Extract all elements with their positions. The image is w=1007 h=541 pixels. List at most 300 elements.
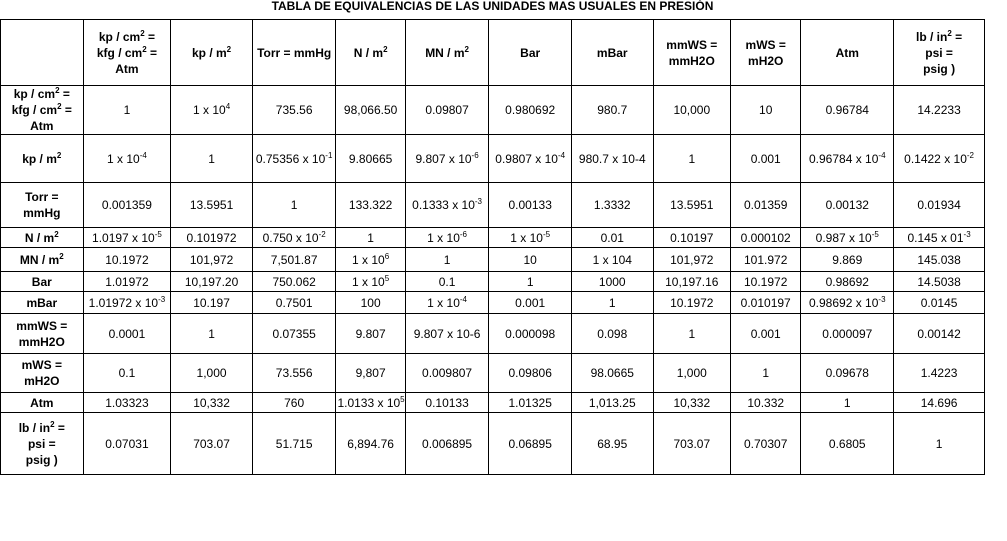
table-cell [571,393,653,413]
exponent: 4 [225,102,231,111]
table-cell [83,228,171,248]
row-header [1,354,84,393]
text-part: 0.001 [750,151,781,166]
text-part: 703.07 [193,436,230,451]
table-cell [801,413,894,475]
text-part: 980.7 [597,103,628,117]
cell-line [2,395,82,411]
text-part: 1 [208,326,215,341]
table-cell [171,272,253,292]
table-cell [405,272,489,292]
text-part: 0.07355 [272,326,316,341]
text-part: 51.715 [275,436,313,451]
text-part: kfg / cm [11,103,58,117]
text-part: 9.80665 [348,151,393,166]
table-cell [252,413,336,475]
text-part: 0.75356 x 10 [255,151,326,166]
text-part: 10 [523,252,537,267]
table-row [1,413,985,475]
text-part: 0.01934 [917,198,961,212]
cell-line [2,373,82,389]
text-part: 0.10133 [425,395,469,410]
text-part: 0.6805 [828,436,866,451]
table-row [1,86,985,135]
row-header [1,393,84,413]
text-part: N / m [353,45,384,60]
cell-line [2,189,82,205]
table-cell [336,354,405,393]
text-part: 1 x 10 [352,252,385,267]
text-part: 10,000 [673,103,711,117]
table-row [1,354,985,393]
text-part: 0.07031 [105,436,149,451]
text-part: 13.5951 [189,198,234,212]
text-part: 101.972 [744,252,788,267]
text-part: 1 x 10 [427,230,460,245]
text-part: 1 [290,198,298,212]
text-part: 0.0145 [920,295,958,310]
text-part: 9.869 [832,252,863,267]
exponent: -4 [139,150,147,160]
table-cell [489,314,572,354]
cell-line [655,53,729,69]
cell-line [172,45,251,61]
text-part: 10 [759,103,773,117]
text-part: 1.01972 [105,274,149,289]
table-cell [171,393,253,413]
table-cell [731,314,801,354]
table-cell [489,393,572,413]
exponent: 2 [54,229,59,239]
table-cell [801,292,894,314]
table-cell [336,228,405,248]
text-part: 1,000 [676,366,707,380]
text-part: 0.000102 [740,230,791,245]
text-part: 0.145 x 01 [907,230,964,245]
text-part: mmWS = [666,37,718,52]
cell-line [85,29,170,45]
exponent: 2 [464,44,469,54]
text-part: 98.0665 [590,366,634,380]
table-cell [653,248,730,272]
text-part: N / m [24,230,55,245]
table-cell [252,135,336,183]
cell-line [655,37,729,53]
table-cell [83,314,171,354]
table-cell [731,228,801,248]
table-cell [171,86,253,135]
table-cell [83,248,171,272]
row-header [1,272,84,292]
column-header [731,20,801,86]
table-cell [83,393,171,413]
text-suffix: = [144,29,156,44]
table-cell [405,292,489,314]
text-part: 1 [688,151,696,166]
text-part: 0.10197 [670,230,714,245]
table-row [1,393,985,413]
table-cell [336,86,405,135]
table-row [1,135,985,183]
table-cell [252,183,336,228]
row-header [1,86,84,135]
exponent: -5 [871,229,879,239]
table-cell [489,183,572,228]
table-row [1,292,985,314]
table-cell [336,272,405,292]
table-cell [653,393,730,413]
exponent: 2 [383,44,388,54]
column-header [252,20,336,86]
table-cell [336,314,405,354]
cell-line [85,61,170,77]
exponent: -2 [318,229,326,239]
cell-line [407,45,488,61]
table-cell [405,135,489,183]
text-part: 0.1333 x 10 [412,198,475,212]
table-cell [489,272,572,292]
text-part: 1 [762,366,770,380]
table-cell [731,86,801,135]
text-part: 0.750 x 10 [262,230,319,245]
table-cell [731,354,801,393]
text-part: 6,894.76 [347,436,394,451]
exponent: 5 [400,394,405,404]
table-cell [571,228,653,248]
exponent: 2 [140,28,145,38]
table-cell [489,292,572,314]
text-part: 14.2233 [917,103,961,117]
exponent: -4 [557,150,566,160]
text-part: 0.0001 [108,326,146,341]
text-part: 10.1972 [105,252,149,267]
text-part: 1.01325 [508,395,552,410]
text-part: Atm [835,45,859,60]
table-cell [405,413,489,475]
text-part: 0.010197 [740,295,791,310]
text-part: 14.696 [920,395,958,410]
exponent: 2 [57,102,62,111]
exponent: 2 [50,419,55,429]
exponent: -6 [471,150,479,160]
table-cell [801,272,894,292]
text-part: 9,807 [355,366,386,380]
text-part: kp / m [22,151,57,166]
text-part: 1 [123,103,131,117]
table-cell [171,135,253,183]
table-cell [405,183,489,228]
cell-line [895,45,983,61]
table-cell [894,248,985,272]
table-cell [252,272,336,292]
column-header [83,20,171,86]
text-part: 0.96784 [825,103,869,117]
text-part: mmHg [23,206,61,220]
cell-line [2,205,82,221]
table-cell [894,292,985,314]
table-cell [894,86,985,135]
text-part: psig ) [25,452,58,467]
text-part: 100 [360,295,381,310]
text-part: 1.0133 x 10 [337,395,401,410]
table-cell [731,272,801,292]
table-row [1,248,985,272]
table-cell [252,248,336,272]
table-cell [252,86,336,135]
cell-line [2,118,82,134]
table-cell [252,314,336,354]
exponent: 2 [226,44,232,54]
text-part: lb / in [916,29,948,44]
row-header [1,183,84,228]
text-part: 0.06895 [508,436,552,451]
table-cell [653,135,730,183]
text-part: 1 x 10 [107,151,140,166]
text-part: Atm [30,395,54,410]
table-cell [83,86,171,135]
text-part: 1.4223 [920,366,958,380]
cell-line [85,45,170,61]
row-header [1,248,84,272]
table-cell [405,354,489,393]
text-part: 0.01359 [744,198,788,212]
cell-line [2,357,82,373]
table-cell [731,135,801,183]
table-cell [653,86,730,135]
text-part: mBar [26,295,58,310]
cell-line [732,53,799,69]
table-cell [571,413,653,475]
text-part: psig ) [923,61,956,76]
text-part: Atm [30,119,54,133]
column-header [571,20,653,86]
table-cell [336,135,405,183]
table-cell [571,292,653,314]
table-cell [489,86,572,135]
cell-line [254,45,335,61]
text-part: 0.001 [515,295,546,310]
table-cell [252,228,336,248]
table-cell [894,413,985,475]
text-part: 0.9807 x 10 [495,151,558,166]
cell-line [2,102,82,118]
text-part: 73.556 [275,366,313,380]
text-part: 9.807 x 10-6 [413,326,481,341]
table-body [1,20,985,475]
text-part: 10,197.16 [665,274,719,289]
table-cell [171,228,253,248]
text-part: 1 [367,230,374,245]
table-cell [894,354,985,393]
table-cell [571,86,653,135]
table-cell [801,228,894,248]
text-suffix: = [951,29,963,44]
table-cell [252,393,336,413]
table-cell [801,86,894,135]
table-cell [801,183,894,228]
table-cell [653,413,730,475]
text-part: 1.0197 x 10 [92,230,155,245]
table-title: TABLA DE EQUIVALENCIAS DE LAS UNIDADES MAS USUALES EN PRESIÓN [271,0,714,13]
table-cell [171,248,253,272]
text-part: 0.001 [750,326,781,341]
table-cell [894,135,985,183]
table-row [1,228,985,248]
text-part: 14.5038 [917,274,961,289]
text-part: kp / m [191,45,227,60]
text-part: 1 [843,395,851,410]
cell-line [573,45,652,61]
text-part: 0.980692 [505,103,556,117]
table-cell [252,292,336,314]
text-part: kp / cm [98,29,141,44]
table-cell [653,292,730,314]
text-part: Torr = [25,190,59,204]
text-part: mWS = [21,358,62,372]
table-row [1,183,985,228]
text-part: 0.09678 [825,366,869,380]
exponent: -5 [154,229,162,239]
exponent: -3 [158,294,166,304]
exponent: -4 [459,294,467,304]
table-cell [489,228,572,248]
cell-line [2,420,82,436]
text-part: kp / cm [13,87,56,101]
text-part: psi = [27,436,56,451]
row-header [1,292,84,314]
column-header [489,20,572,86]
table-cell [653,183,730,228]
header-row [1,20,985,86]
cell-line [337,45,403,61]
text-part: 0.00133 [508,198,552,212]
text-part: 1 [443,252,451,267]
text-part: 0.09807 [425,103,469,117]
text-part: 0.1 [118,366,136,380]
text-part: 0.09806 [508,366,552,380]
text-part: 760 [284,395,305,410]
table-cell [405,393,489,413]
table-cell [653,272,730,292]
text-suffix: = [59,87,70,101]
table-cell [336,248,405,272]
text-part: 0.098 [597,326,628,341]
table-cell [801,354,894,393]
table-cell [252,354,336,393]
text-part: 1 [526,274,534,289]
text-part: 0.96784 x 10 [809,151,879,166]
text-part: 1.3332 [593,198,631,212]
table-cell [405,228,489,248]
table-row [1,314,985,354]
table-cell [83,354,171,393]
table-cell [489,413,572,475]
cell-line [2,230,82,246]
text-part: 0.1 [438,274,456,289]
text-part: 98,066.50 [343,103,398,117]
text-part: 10.1972 [670,295,714,310]
table-cell [83,292,171,314]
text-part: 1,000 [196,366,227,380]
table-cell [83,183,171,228]
text-part: 68.95 [597,436,628,451]
exponent: -1 [325,150,333,160]
table-cell [489,135,572,183]
text-suffix: = [54,420,65,435]
cell-line [2,252,82,268]
row-header [1,135,84,183]
cell-line [2,86,82,102]
table-cell [336,393,405,413]
text-part: 0.00132 [825,198,869,212]
text-part: MN / m [19,252,60,267]
text-part: 980.7 x 10-4 [578,151,646,166]
text-part: 10,197.20 [184,274,239,289]
text-part: Bar [520,45,541,60]
table-cell [489,248,572,272]
table-cell [171,354,253,393]
table-cell [571,135,653,183]
text-part: 10,332 [193,395,230,410]
cell-line [2,295,82,311]
cell-line [2,318,82,334]
exponent: -3 [878,294,886,304]
exponent: 2 [142,44,147,54]
text-part: 10.332 [747,395,785,410]
text-part: 0.101972 [186,230,237,245]
table-cell [653,314,730,354]
table-cell [171,413,253,475]
cell-line [2,151,82,167]
text-part: 9.807 [355,326,386,341]
table-cell [894,393,985,413]
cell-line [895,61,983,77]
table-cell [336,183,405,228]
text-part: mH2O [748,53,784,68]
text-part: 0.009807 [422,366,473,380]
exponent: 2 [947,28,952,38]
exponent: -4 [878,150,886,160]
table-cell [405,314,489,354]
text-part: 10.1972 [744,274,788,289]
text-part: lb / in [18,420,51,435]
text-part: 1.01972 x 10 [88,295,159,310]
text-part: MN / m [425,45,465,60]
table-cell [336,292,405,314]
text-part: 0.98692 x 10 [809,295,879,310]
text-part: 1 [935,436,943,451]
text-part: 1.03323 [105,395,149,410]
text-part: mWS = [745,37,786,52]
table-cell [894,183,985,228]
corner-cell [1,20,84,86]
text-part: mmH2O [668,53,715,68]
text-part: kfg / cm [96,45,143,60]
text-part: 1 x 10 [510,230,543,245]
cell-line [895,29,983,45]
table-cell [405,248,489,272]
cell-line [2,334,82,350]
text-suffix: = [146,45,158,60]
cell-line [490,45,570,61]
text-part: 1 [608,295,616,310]
table-cell [731,413,801,475]
table-cell [571,183,653,228]
row-header [1,314,84,354]
table-cell [894,314,985,354]
table-cell [171,183,253,228]
exponent: 5 [384,273,390,283]
